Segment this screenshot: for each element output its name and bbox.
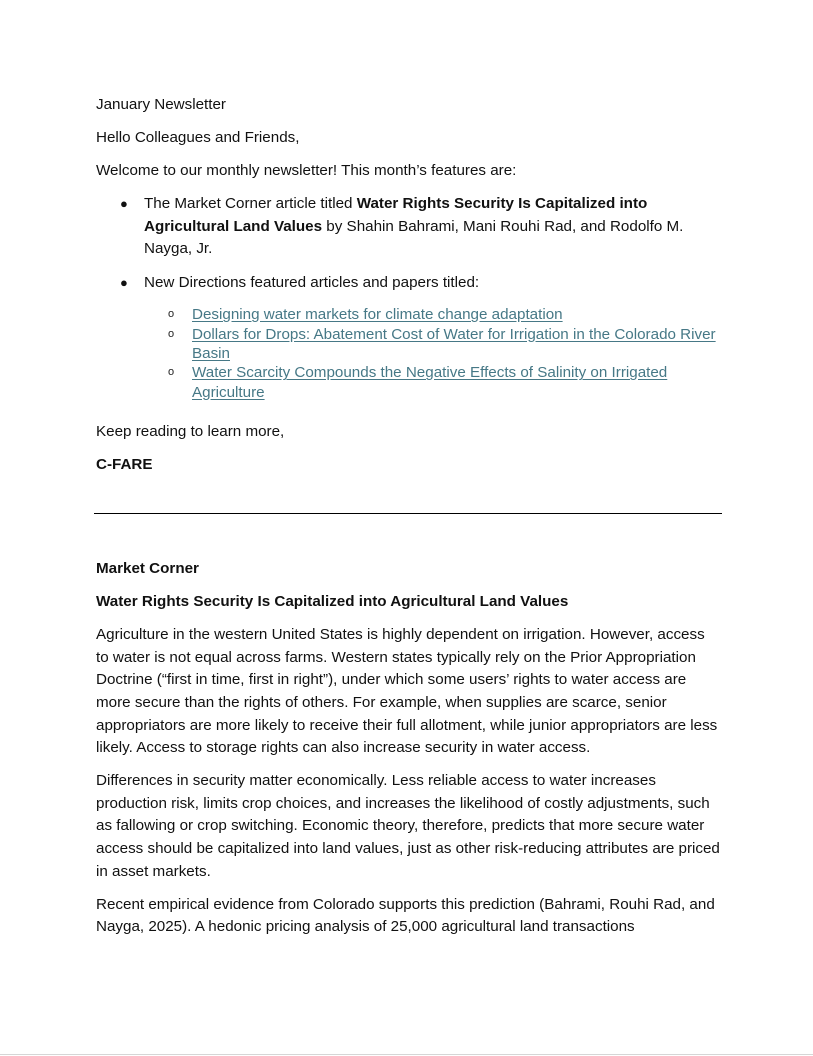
newsletter-intro (96, 94, 721, 487)
closing-text: Keep reading to learn more, (96, 423, 285, 441)
article-link-water-scarcity[interactable]: Water Scarcity Compounds the Negative Effects of Salinity on Irrigated Agriculture (192, 364, 668, 401)
feature-prefix: The Market Corner article titled (144, 195, 357, 213)
circle-bullet-icon: o (168, 308, 175, 321)
bullet-icon: ● (120, 196, 128, 212)
market-corner-section (96, 558, 721, 949)
feature-item (96, 193, 721, 261)
intro-text: Welcome to our monthly newsletter! This month’s features are: (96, 162, 517, 180)
feature-list (96, 193, 721, 402)
bullet-icon: ● (120, 274, 128, 290)
greeting: Hello Colleagues and Friends, (96, 129, 300, 147)
feature-authors: by Shahin Bahrami, Mani Rouhi Rad, and Rodolfo M. Nayga, Jr. (144, 217, 684, 258)
article-link-water-markets[interactable]: Designing water markets for climate change adaptation (192, 306, 563, 324)
article-links-list (144, 305, 721, 402)
article-link-dollars-for-drops[interactable]: Dollars for Drops: Abatement Cost of Water for Irrigation in the Colorado River Basin (192, 325, 716, 362)
feature-text: New Directions featured articles and papers titled: (144, 273, 480, 291)
newsletter-title: January Newsletter (96, 96, 226, 113)
article-paragraph: Agriculture in the western United States is highly dependent on irrigation. However, access to water is not equal across farms. Western states typically rely on the Prior Appropriation Doctrine (“first in time, first in right”), under which some users’ rights to water access are more secure than the rights of others. For example, when supplies are scarce, senior appropriators are more likely to receive their full allotment, while junior appropriators are less likely. Access to storage rights can also increase security in water access. (96, 626, 718, 757)
feature-article-title: Water Rights Security Is Capitalized into Agricultural Land Values (144, 195, 648, 235)
circle-bullet-icon: o (168, 327, 175, 340)
article-link-item (144, 305, 721, 324)
section-title: Market Corner (96, 560, 199, 577)
article-paragraph: Differences in security matter economically. Less reliable access to water increases production risk, limits crop choices, and increases the likelihood of costly adjustments, such as fallowing or crop switching. Economic theory, therefore, predicts that more secure water access should be capitalized into land values, just as other risk-reducing attributes are priced in asset markets. (96, 772, 720, 880)
feature-item (96, 272, 721, 403)
circle-bullet-icon: o (168, 366, 175, 379)
signature: C-FARE (96, 456, 153, 474)
article-link-item (144, 363, 721, 402)
page-edge-divider (0, 1054, 813, 1055)
section-divider (94, 513, 722, 514)
article-paragraph: Recent empirical evidence from Colorado supports this prediction (Bahrami, Rouhi Rad, and Nayga, 2025). A hedonic pricing analysis of 25,000 agricultural land transactions (96, 895, 715, 936)
article-title: Water Rights Security Is Capitalized into Agricultural Land Values (96, 593, 569, 611)
article-link-item (144, 325, 721, 364)
